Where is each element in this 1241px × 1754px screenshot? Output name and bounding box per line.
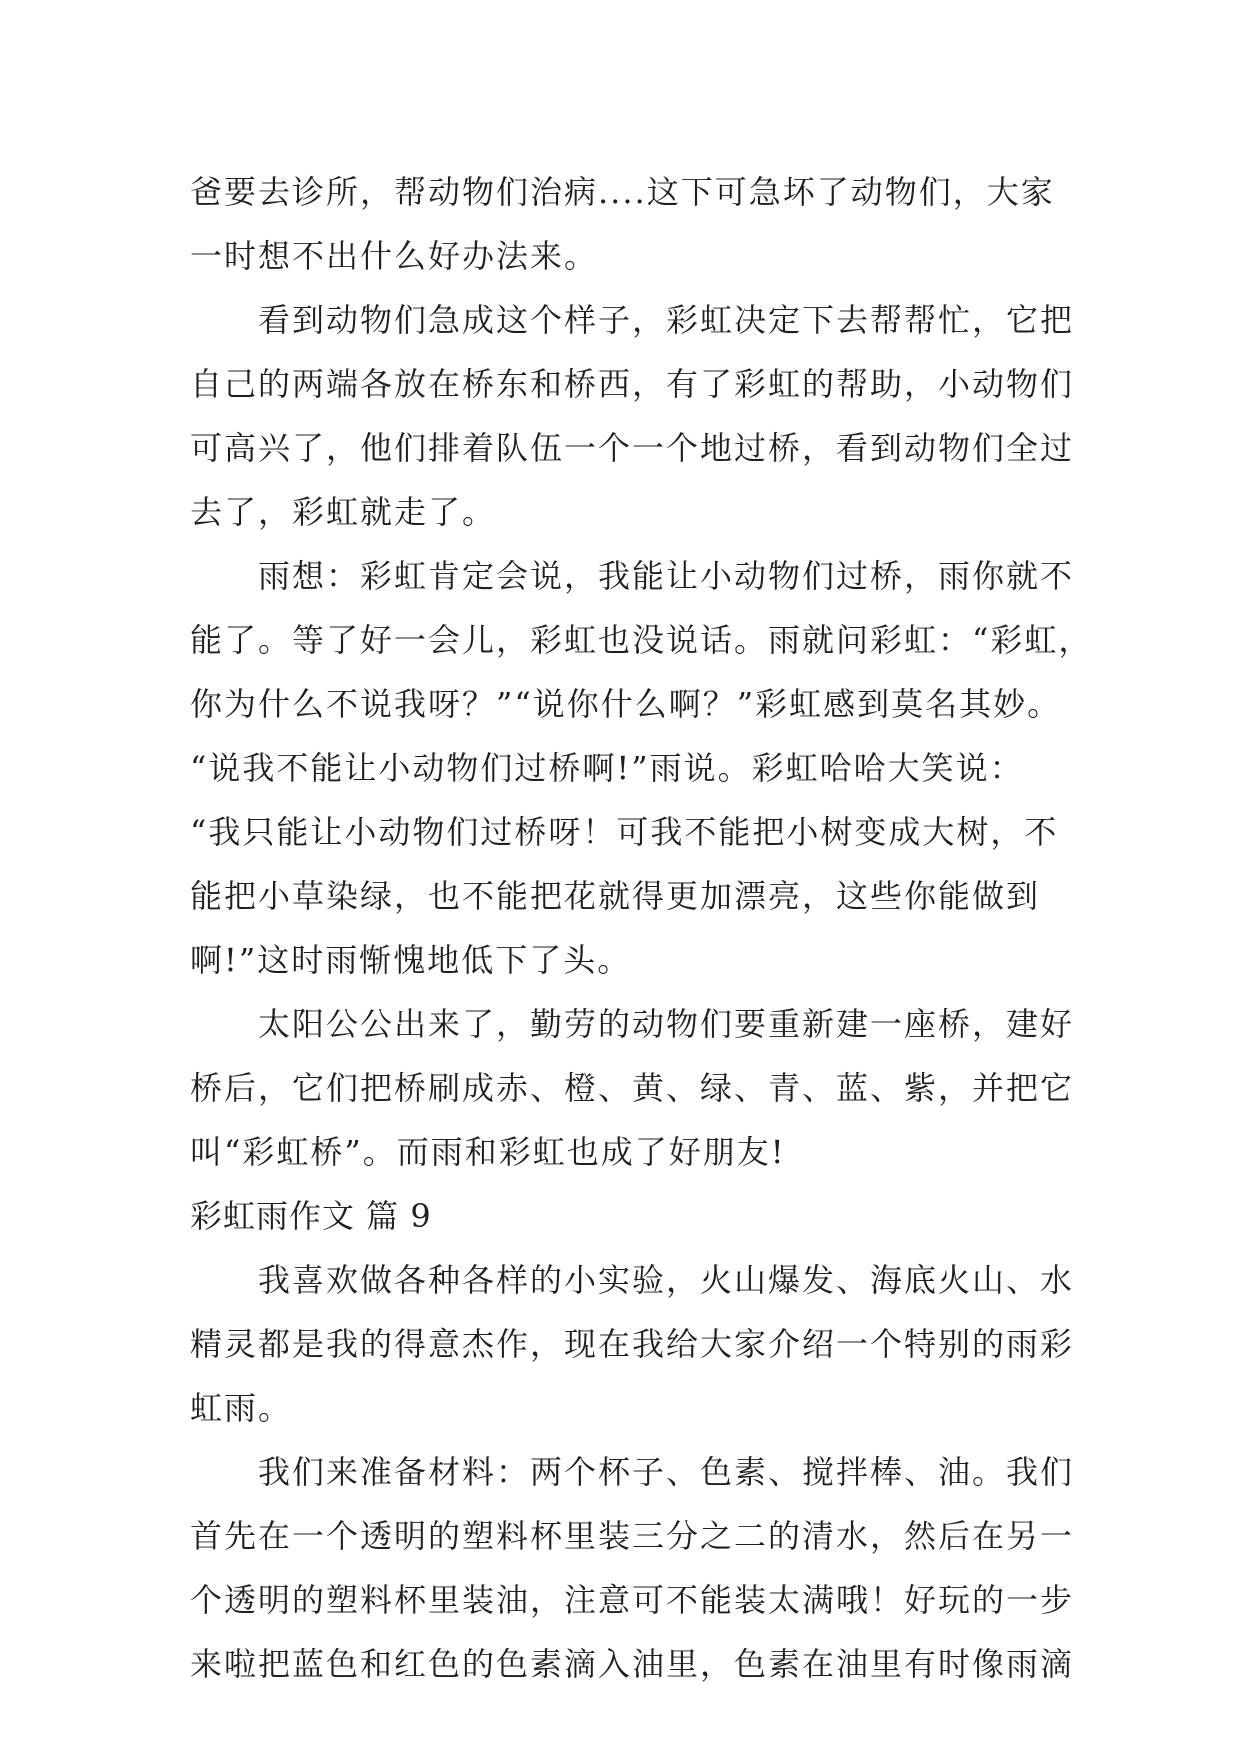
text-line: 去了，彩虹就走了。 <box>190 493 497 531</box>
text-line: “说我不能让小动物们过桥啊!”雨说。彩虹哈哈大笑说： <box>190 749 1024 787</box>
text-line: 太阳公公出来了，勤劳的动物们要重新建一座桥，建好 <box>258 1005 1075 1043</box>
text-line: 来啦把蓝色和红色的色素滴入油里，色素在油里有时像雨滴 <box>190 1645 1075 1683</box>
text-line: 首先在一个透明的塑料杯里装三分之二的清水，然后在另一 <box>190 1517 1075 1555</box>
text-line: 可高兴了，他们排着队伍一个一个地过桥，看到动物们全过 <box>190 429 1075 467</box>
text-line: 虹雨。 <box>190 1389 293 1427</box>
text-line: 桥后，它们把桥刷成赤、橙、黄、绿、青、蓝、紫，并把它 <box>190 1069 1075 1107</box>
text-line: 能了。等了好一会儿，彩虹也没说话。雨就问彩虹：“彩虹， <box>190 621 1093 659</box>
text-line: 爸要去诊所，帮动物们治病....这下可急坏了动物们，大家 <box>190 173 1055 211</box>
text-line: 叫“彩虹桥”。而雨和彩虹也成了好朋友! <box>190 1133 786 1171</box>
text-line: 一时想不出什么好办法来。 <box>190 237 599 275</box>
text-line: 能把小草染绿，也不能把花就得更加漂亮，这些你能做到 <box>190 877 1041 915</box>
text-line: 个透明的塑料杯里装油，注意可不能装太满哦！好玩的一步 <box>190 1581 1075 1619</box>
text-line: 雨想：彩虹肯定会说，我能让小动物们过桥，雨你就不 <box>258 557 1075 595</box>
text-line: 看到动物们急成这个样子，彩虹决定下去帮帮忙，它把 <box>258 301 1075 339</box>
section-heading: 彩虹雨作文 篇 9 <box>190 1197 432 1235</box>
text-line: 我们来准备材料：两个杯子、色素、搅拌棒、油。我们 <box>258 1453 1075 1491</box>
text-line: 你为什么不说我呀？”“说你什么啊？”彩虹感到莫名其妙。 <box>190 685 1062 723</box>
text-line: “我只能让小动物们过桥呀！可我不能把小树变成大树，不 <box>190 813 1059 851</box>
text-line: 啊!”这时雨惭愧地低下了头。 <box>190 941 632 979</box>
text-line: 精灵都是我的得意杰作，现在我给大家介绍一个特别的雨彩 <box>190 1325 1075 1363</box>
body-text <box>190 160 1093 1696</box>
text-line: 自己的两端各放在桥东和桥西，有了彩虹的帮助，小动物们 <box>190 365 1075 403</box>
text-line: 我喜欢做各种各样的小实验，火山爆发、海底火山、水 <box>258 1261 1075 1299</box>
